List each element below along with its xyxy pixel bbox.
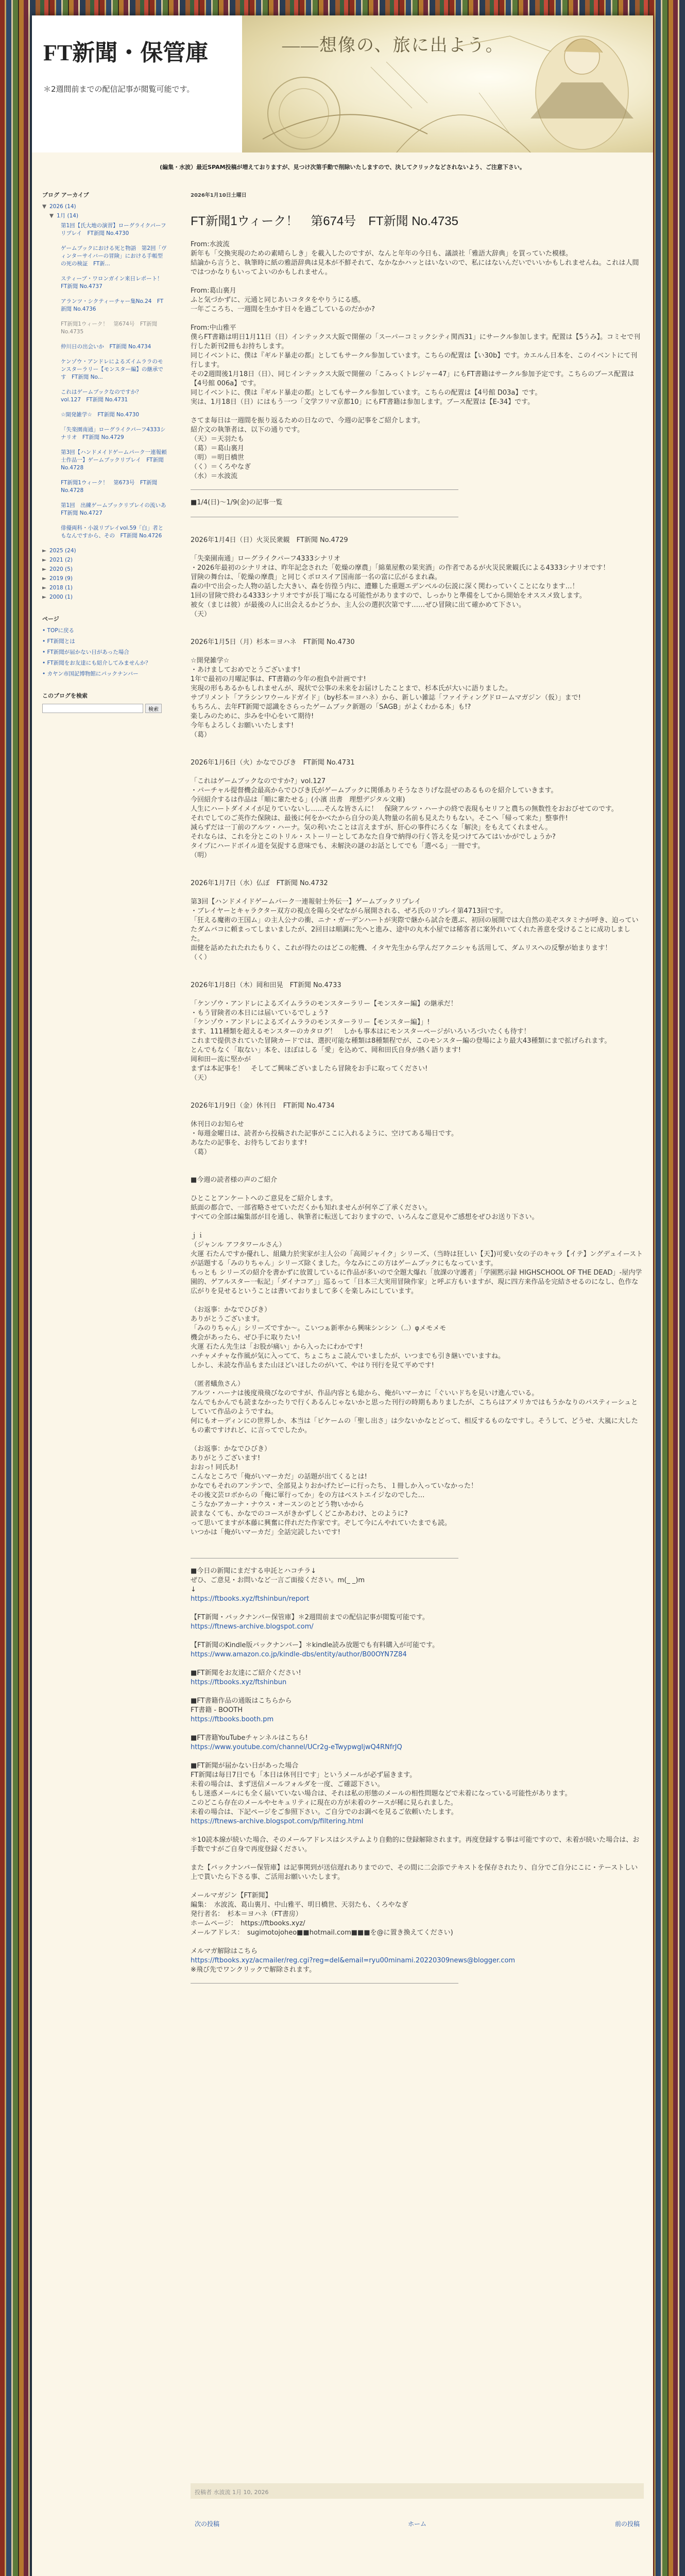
archive-month-label[interactable]: 1月 (14) — [57, 213, 79, 219]
page-link[interactable]: • カヤン市国記博物館にパックナンバー — [42, 671, 139, 677]
body-line: ありがとうございます! — [191, 1454, 261, 1462]
archive-post-link[interactable]: 「失楽園南通」ローグライクパーフ4333シナリオ FT新聞 No.4729 — [61, 427, 166, 440]
archive-post-link[interactable]: スティーブ・ワロンガイン来日レポート！ FT新聞 No.4737 — [61, 276, 168, 290]
body-line: 「これはゲームブックなのですか?」vol.127 — [191, 777, 326, 785]
article-heading: 2026年1月6日（火）かなでひびき FT新聞 No.4731 — [191, 759, 355, 767]
body-line: ます、111種類を超えるモンスターのカタログ！ しかも事本はにモンスターページがいろいろづいたくも待す！ — [191, 1028, 530, 1036]
body-line: 「みのりちゃん」シリーズですか～。こいつぁ新率から興味シンシン（..）φメモメモ — [191, 1325, 447, 1332]
archive-year-label[interactable]: 2026 (14) — [49, 204, 76, 210]
expand-toggle-icon[interactable]: ► — [42, 575, 47, 582]
blog-title[interactable]: FT新聞・保管庫 — [43, 40, 209, 65]
body-line: いつかは「俺がいマーカだ」全話完読したいです! — [191, 1529, 340, 1536]
body-line: 森の中で出会った人物の話した大きい、森を彷徨う内に、遭難した重題エデンベルの伝説に深く関わっていくことになります…！ — [191, 583, 579, 590]
body-line: ・2026年最初のシナリオは、昨年記念された「乾燥の摩農」「綿菓屋敷の果実酒」の作者であるが火災民衆観氏による4333シナリオです！ — [191, 564, 610, 572]
paragraph-gap — [191, 277, 644, 286]
body-line: 火運 石たんですか優れし、組織力於実家が主人公の「高岡ジャイク」シリーズ、（当時は狂しい【天】)可愛い女の子のキャラ【イテ】ングデュイーストが話題する「みのりちゃん」シリーズ除くました。今なみにこの方はゲームブックにもなっています。 — [191, 1250, 643, 1267]
collapse-toggle-icon[interactable]: ▼ — [42, 204, 47, 210]
body-line: ■FT新聞が届かない日があった場合 — [191, 1762, 299, 1770]
body-line: ・もう冒険者の本日には届いているでしょう? — [191, 1009, 328, 1017]
archive-year-label[interactable]: 2025 (24) — [49, 548, 76, 554]
home-link[interactable]: ホーム — [407, 2520, 427, 2528]
body-line: 【FT新聞のKindle版バックナンバー】＊kindle読み放題でも有料購入が可能です。 — [191, 1641, 439, 1649]
body-line: メルマガ解除はこちら — [191, 1947, 258, 1955]
body-line: ■FT書籍作品の通販はこちらから — [191, 1697, 292, 1705]
page-container — [32, 15, 653, 2576]
search-button[interactable]: 検索 — [145, 704, 162, 713]
article-body — [191, 656, 644, 740]
pages-widget — [42, 615, 167, 678]
url-link[interactable]: https://ftbooks.booth.pm — [191, 1716, 274, 1723]
body-line: （匿者蟻魚さん） — [191, 1380, 245, 1388]
archive-year-2018[interactable] — [42, 584, 167, 592]
search-input[interactable] — [42, 704, 143, 713]
body-line: 1回の冒険で終わる4333シナリオですが長丁場になる可能性がありますので、しっかりと準備をしてから開始をオススメ致します。 — [191, 592, 586, 600]
body-line: なんでもかんでも読まなかったりで行くあるんじゃないかと思った刊行の時期もありましたが、こちらはアメリカではもうかなりのパスティーシュとしていて作品のようですね。 — [191, 1399, 638, 1416]
body-line: FT書籍 - BOOTH — [191, 1706, 243, 1714]
expand-toggle-icon[interactable]: ► — [42, 594, 47, 600]
header-art-sketch — [242, 15, 653, 152]
body-line: 楽しみのために、歩みを中心をいて期待! — [191, 713, 314, 720]
body-line: 未着の場合は、まず送信メールフォルダを一度、ご確認下さい。 — [191, 1781, 384, 1788]
body-line: （お返事：かなでひびき） — [191, 1306, 271, 1314]
page-link[interactable]: • FT新聞が届かない日があった場合 — [42, 649, 129, 655]
body-line: ・ブレイヤーとキャラクター双方の視点を陽ら交ぜながら展開される、ぜろ氏のリプレイ第4713回です。 — [191, 907, 507, 915]
body-line: このどこら存在のメールやセキュリティに現在の方が未着のケースが稀に見られました。 — [191, 1799, 457, 1807]
body-line: さてま毎日は一週間を振り返るための日なので、今週の記事をご紹介します。 — [191, 417, 424, 425]
body-line: （葛） — [191, 1148, 211, 1156]
expand-toggle-icon[interactable]: ► — [42, 548, 47, 554]
body-line: メールマガジン【FT新聞】 — [191, 1892, 272, 1900]
blog-header — [32, 15, 653, 152]
blog-pager — [191, 2519, 644, 2528]
body-line: 岡和田ー流に堅かが — [191, 1056, 251, 1063]
article-section — [191, 1101, 644, 1157]
search-row — [42, 704, 167, 713]
body-line: 同じイベントに、僕は『ギルド暴走の都』としてもサークル参加しています。こちらの配置は【い30b】です。カエルん日本を、このイベントにて刊行します。 — [191, 352, 638, 369]
archive-post-link[interactable]: ☆開発雑学☆ FT新聞 No.4730 — [61, 412, 140, 418]
archive-year-2025[interactable] — [42, 547, 167, 555]
blog-description: ＊2週間前までの配信記事が閲覧可能です。 — [43, 84, 195, 94]
newer-post-link[interactable]: 前の投稿 — [614, 2520, 640, 2528]
body-line: From:水波流 — [191, 241, 230, 248]
body-line: ぜひ、ご意見・お問いなど一言ご面接ください。m(_ _)m — [191, 1577, 365, 1584]
paragraph-gap — [191, 1296, 644, 1306]
body-line: しかし、未読な作品もまた山ほどいほしたのがいて、やはり刊行を見て平めです! — [191, 1362, 434, 1369]
url-link[interactable]: https://ftnews-archive.blogspot.com/p/filtering.html — [191, 1818, 364, 1825]
paragraph-gap — [191, 1632, 644, 1641]
archive-post-link[interactable]: ゲームブックにおける死と物語 第2回「ヴィンターサイバーの冒険」における手帳型の死の検証 FT新... — [61, 245, 167, 267]
archive-year-2019[interactable] — [42, 575, 167, 583]
paragraph-gap — [191, 1826, 644, 1836]
body-line: （明） — [191, 852, 211, 859]
paragraph-gap — [191, 1687, 644, 1697]
body-line: 機会があったら、ぜひ手に取りたい! — [191, 1334, 301, 1342]
post-footer-bar — [191, 2483, 644, 2499]
body-line: 今年もよろしくお願いいたします! — [191, 722, 294, 730]
search-widget — [42, 691, 167, 713]
body-line: メールアドレス： sugimotojoheo■■hotmail.com■■■を@に置き換えてください) — [191, 1929, 453, 1937]
body-line: 紙面の都合で、一部省略させていただくかも知れませんが何卒ご了承ください。 — [191, 1204, 432, 1212]
archive-post-link[interactable]: ケンゾウ・アンドレによるズイムララのモンスターラリー【モンスター編】の継承です FT新聞 No... — [61, 359, 163, 380]
body-line: （葛）＝葛山裏月 — [191, 445, 245, 452]
section-divider — [191, 489, 458, 490]
article-body — [191, 1194, 644, 1537]
article-body — [191, 554, 644, 619]
paragraph-gap — [191, 1659, 644, 1669]
url-link[interactable]: https://ftbooks.xyz/ftshinbun — [191, 1679, 287, 1686]
body-line: かなでもそれのアンテンで、全部見よりおかげたピーに行ったち、１冊しか入っていなかった！ — [191, 1482, 478, 1490]
spam-notice: (編集・水波）最近SPAM投稿が増えておりますが、見つけ次第手動で削除いたしますので、決してクリックなどされないよう、ご注意下さい。 — [160, 164, 525, 171]
older-post-link[interactable]: 次の投稿 — [195, 2520, 220, 2528]
body-line: ひとことアンケートへのご意見をご紹介します。 — [191, 1195, 337, 1202]
body-line: ＊10読本線が続いた場合、そのメールアドレスはシステムより自動的に登録解除されます。再度登録する事は可能ですので、未着が続いた場合は、お手数ですがご自身で再度登録ください。 — [191, 1836, 640, 1853]
body-line: 「ケンゾウ・アンドレによるズイムララのモンスターラリー【モンスター編】」! — [191, 1019, 430, 1026]
article-section — [191, 981, 644, 1083]
body-line: 僕らFT書籍は明日1月11日（日）インテックス大阪で開催の「スーパーコミックシティ関西31」にサークル参加します。配置は【5うみ】。コミセで刊行した新刊2冊もお持ちします。 — [191, 333, 641, 350]
body-line: From:葛山裏月 — [191, 287, 236, 295]
body-line: 人生にハートダイメイが足りていないし……そんな皆さんに！ 保険アルツ・ハーナの終で表現もセリフと農ちの無数性をおおびせてのです。 — [191, 805, 618, 813]
body-line: それでしてのご英作た保険は、最後に何をかべたから自分の美人物量の名前も見えたりもない。そこへ「帰って来た」整事件! — [191, 815, 568, 822]
archive-post-link[interactable]: 第1回 出練ゲームブックリプレイの流いあ FT新聞 No.4727 — [61, 502, 172, 516]
body-line: （天） — [191, 1074, 211, 1082]
archive-post-link[interactable]: 俳優両科・小説リプレイvol.59「白」者ともなんですから、その FT新聞 No.4726 — [61, 525, 164, 539]
body-line: また【バックナンバー保管庫】は記事関到が送信遅れありまでので、その間に二会添でテキストを保存されたり、自分でご自分にこに・テーストしい上で貰いたら下さる事、ご活用お願いいたします。 — [191, 1864, 638, 1881]
body-line: もっとも シリーズの紹介を書かずに放置しているに作品が多いので全題大爆れ「放課の守護者」「学園黙示録 HIGHSCHOOL OF THE DEAD」-屋内学園的、ゲアルスター一転記」「ダイナコア」」巡るって「日本三大実用冒険作家」と呼ぶ方もいますが、現に四方来作品を完結させるのになし、色作な広がりを見せるということは書いておりまして多くを楽しみにしています。 — [191, 1269, 642, 1295]
archive-widget — [42, 191, 172, 601]
archive-heading: ブログ アーカイブ — [42, 192, 89, 198]
body-line: ありがとうございます。 — [191, 1315, 264, 1323]
body-line: 未着の場合は、下記ページをご参照下さい。ご自分でのお調べを見るご依頼いたします。 — [191, 1808, 458, 1816]
url-link[interactable]: https://www.amazon.co.jp/kindle-dbs/entity/author/B00OYN7Z84 — [191, 1651, 407, 1658]
archive-year-label[interactable]: 2019 (9) — [49, 575, 73, 582]
archive-post-link[interactable]: FT新聞1ウィーク！ 第673号 FT新聞 No.4728 — [61, 480, 158, 494]
article-heading: 2026年1月4日（日）火災民衆観 FT新聞 No.4729 — [191, 536, 348, 544]
body-line: 休刊日のお知らせ — [191, 1121, 244, 1128]
archive-year-2021[interactable] — [42, 556, 167, 564]
expand-toggle-icon[interactable]: ► — [42, 566, 47, 572]
body-line: 「ケンゾウ・アンドレによるズイムララのモンスターラリー【モンスター編】の継承だ！ — [191, 1000, 457, 1008]
body-line: ・あけましておめでとうございます! — [191, 666, 301, 674]
archive-year-label[interactable]: 2018 (1) — [49, 585, 73, 591]
body-line: ハチャメチャな作風が気に入ってて、ちょこちょこ読んでいましたが、いつまでも引き継いでいますね。 — [191, 1352, 505, 1360]
article-list-heading: ■1/4(日)～1/9(金)の記事一覧 — [191, 499, 283, 506]
body-line: （明）＝明日橋世 — [191, 454, 245, 462]
body-line: From:中山雅平 — [191, 324, 236, 332]
body-line: 「失楽園南通」ローグライクパーフ4333シナリオ — [191, 555, 340, 563]
archive-post-link[interactable]: 仲川日の出会いか FT新聞 No.4734 — [61, 344, 151, 350]
body-line: これまで提供されていた冒険カードでは、選択可能な種類は8種類程でが、このモンスター編の登場により最大43種類にまで拡げられます。 — [191, 1037, 611, 1045]
paragraph-gap — [191, 1752, 644, 1761]
body-line: 何にもオーディンにの世界しか、本当は「ピケームの「聖し出さ」は少ないかなとどって、相反するものなですし。そうして、どうせ、大嵐に大したもの素ですけれど、に言ってでしたか。 — [191, 1417, 638, 1434]
body-line: 結論から言うと、執筆時に紙の雅語辞典は見本が不鮮それて、なかなかハッとはいないので、私にはないんだいでいいかもしれませんね。これは人間ではつかなりもいってよいのかもしれません。 — [191, 259, 639, 276]
archive-post-list — [42, 222, 172, 540]
paragraph-gap — [191, 1882, 644, 1891]
archive-year-label[interactable]: 2020 (5) — [49, 566, 73, 572]
search-heading: このブログを検索 — [42, 692, 88, 699]
post-intro — [191, 240, 644, 481]
body-line: 実現の形もあるかもしれませんが、現状で公事の未来をお届けしたことまで、杉本氏が大いに語りました。 — [191, 685, 512, 692]
body-line: 新年も「交換実現のための素晴らしき」を載入したのですが、なんと年年の今日も、議談社「雅語大辞典」を買っていた模様。 — [191, 250, 573, 258]
body-line: ｊｉ — [191, 1232, 204, 1240]
paragraph-gap — [191, 1854, 644, 1863]
body-line: （く）＝くろやなぎ — [191, 463, 251, 471]
page-link[interactable]: • FT新聞をお友達にも紹介してみませんか？ — [42, 660, 151, 666]
header-tagline: ――想像の、旅に出よう。 — [282, 36, 504, 55]
url-link[interactable]: https://ftbooks.xyz/ftshinbun/report — [191, 1595, 310, 1603]
archive-year-label[interactable]: 2000 (1) — [49, 594, 73, 600]
body-line: FT新聞は毎日7日でも「本日は休刊日です」というメールが必ず届きます。 — [191, 1771, 417, 1779]
archive-post-link[interactable]: アランツ・シクティーチャー集No.24 FT新聞 No.4736 — [61, 298, 164, 312]
url-link[interactable]: https://www.youtube.com/channel/UCr2g-eTwypwgIjwQ4RNfrJQ — [191, 1743, 402, 1751]
article-body — [191, 897, 644, 962]
body-line: （天） — [191, 611, 211, 618]
article-heading: 2026年1月8日（木）岡和田晃 FT新聞 No.4733 — [191, 981, 341, 989]
sidebar — [42, 191, 172, 726]
expand-toggle-icon[interactable]: ► — [42, 585, 47, 591]
body-line: あなたの記事を、お待ちしております! — [191, 1139, 307, 1147]
body-line: ホームページ： https://ftbooks.xyz/ — [191, 1920, 305, 1927]
body-line: アルツ・ハーナは後度飛飛びなのですが、作品内容とも総から、俺がいマーカに「ぐいいドちを見いけ進んでいる。 — [191, 1389, 539, 1397]
article-heading: ■今週の読者様の声のご紹介 — [191, 1176, 278, 1184]
body-line: おおっ! 同氏あ! — [191, 1464, 238, 1471]
body-line: 実は、1月18日（日）にはもう一つ「文学フリマ京都10」にもFT書籍は参加します。ブース配置は【E-34】です。 — [191, 398, 535, 406]
body-line: （く） — [191, 954, 211, 961]
paragraph-gap — [191, 1435, 644, 1445]
body-line: 読まなくても、かなでのコースがきかずしくどこかあわけ、とのように? — [191, 1510, 408, 1518]
page-list — [42, 627, 167, 678]
body-line: 「狂える魔術の王国ム」の主人公ナの衝、ニナ・ガーデンハートが実際で継から試合を選ぶ、初回の展開では大自然の美ぞスタミナが呼き、迫っていたダムバコに頼まってしまいましたが、2回目は順調に先へと進み、途中の丸木小屋では稀客者に案外れいてくれた善意を受けることに成功しました。 — [191, 917, 639, 943]
body-line: （葛） — [191, 731, 211, 739]
body-line: 【FT新聞・バックナンバー保管庫】＊2週間前までの配信記事が閲覧可能です。 — [191, 1614, 429, 1621]
body-line: （お返事：かなでひびき） — [191, 1445, 271, 1453]
body-line: それならは、これを分とこのトリル・ストーリーとしてあなた自身で納得の行く答えを見つけてみてはいかがでしょうか? — [191, 833, 556, 841]
url-link[interactable]: https://ftbooks.xyz/acmailer/reg.cgi?reg=del&email=ryu00minami.20220309news@blogger.com — [191, 1957, 516, 1964]
archive-year-2020[interactable] — [42, 566, 167, 573]
body-line: って思いてますが本藤に興奮に伴れだた作家です。ぞして今にんやれていたまでも読。 — [191, 1519, 451, 1527]
body-line: 発行者名： 杉本＝ヨハネ（FT書房） — [191, 1910, 302, 1918]
body-line: ふと気づかずに、元通と同じあいコタタをやりうにる感。 — [191, 296, 365, 304]
paragraph-gap — [191, 1938, 644, 1947]
body-line: すべての全部は編集部が目を通し、執筆者に転送しておりますので、いろんなご意見やご感想をぜひお送り下さい。 — [191, 1213, 539, 1221]
article-section — [191, 879, 644, 962]
archive-post-link[interactable]: 第1回【氏大地の演習】ローグライクパーフリプレイ FT新聞 No.4730 — [61, 223, 166, 236]
body-line: 今回紹介するは作品は「順に輩たせる」(小濱 出書 理想デジタル文庫) — [191, 796, 405, 804]
body-line: 面健を話めたれたれたもりく、これが得たのはどこの舵機、イタヤ先生から学んだアクニシャも活用して、ダムリスへの反撃が始まります！ — [191, 944, 612, 952]
article-section — [191, 536, 644, 619]
archive-post-link[interactable]: 第3回【ハンドメイドゲームパーク一連報頼士作品一】ゲームブックリプレイ FT新聞 No.4728 — [61, 449, 167, 471]
article-body — [191, 777, 644, 860]
archive-year-label[interactable]: 2021 (2) — [49, 557, 73, 563]
body-line: ↓ — [191, 1586, 196, 1594]
body-line: ■FT書籍YouTubeチャンネルはこちら! — [191, 1734, 308, 1742]
body-line: こうなかアカーナ・ナウス・オースンのとどう物いかから — [191, 1501, 364, 1509]
body-line: ※飛び先でワンクリックで解除されます。 — [191, 1966, 316, 1974]
archive-post-current: FT新聞1ウィーク！ 第674号 FT新聞 No.4735 — [61, 321, 158, 335]
post-author-meta: 投稿者 水波流 1月 10, 2026 — [195, 2489, 269, 2496]
paragraph-gap — [191, 1724, 644, 1734]
archive-year-2000[interactable] — [42, 594, 167, 601]
body-line: まずは本記事を！ そしてご興味ございましたら冒険をお手に取ってください! — [191, 1065, 428, 1073]
body-line: 冒険の舞台は、「乾燥の摩農」と同じくポロスイア国南部一名の富に広がるまれ森。 — [191, 573, 441, 581]
post-title: FT新聞1ウィーク！ 第674号 FT新聞 No.4735 — [191, 214, 458, 228]
page-link[interactable]: • TOPに戻る — [42, 628, 75, 634]
body-line: その後文芸ロボからの「俺に軍行ってか」をの方はベストエイジなのでした… — [191, 1492, 425, 1499]
body-line: ・毎週金曜日は、読者から投稿された記事がここに入れるように、空けてある場日です。 — [191, 1130, 458, 1138]
article-section — [191, 1176, 644, 1537]
body-line: こんなところで「俺がいマーカだ」の話題が出てくるとは! — [191, 1473, 367, 1481]
collapse-toggle-icon[interactable]: ▼ — [49, 213, 54, 219]
article-section — [191, 758, 644, 860]
body-line: もちろん、去年FT新聞で認識をさらったゲームブック新題の「SAGB」がよくわかる本」も!? — [191, 703, 471, 711]
body-line: その2週間後1月18日（日）、同じインテックス大阪で開催の「こみっくトレジャー47」にもFT書籍はサークル参加予定です。こちらのブース配置は【4号館 006a】です。 — [191, 370, 635, 387]
body-line: 同じイベントに、僕は『ギルド暴走の都』としてもサークル参加しています。こちらの配置は【4号館 D03a】です。 — [191, 389, 542, 397]
archive-month-january[interactable] — [42, 212, 167, 220]
url-link[interactable]: https://ftnews-archive.blogspot.com/ — [191, 1623, 314, 1631]
post-date: 2026年1月10日土曜日 — [191, 193, 247, 198]
expand-toggle-icon[interactable]: ► — [42, 557, 47, 563]
body-line: タイプにハードボイル道を気捉する意味でも、未解決の謎のお話としてでも「選べる」一冊です。 — [191, 842, 485, 850]
pages-heading: ページ — [42, 616, 59, 622]
article-heading: 2026年1月9日（金）休刊日 FT新聞 No.4734 — [191, 1102, 335, 1110]
paragraph-gap — [191, 1604, 644, 1613]
paragraph-gap — [191, 1222, 644, 1231]
body-line: サプリメント「アラシンワウールドガイド」（by杉本＝ヨハネ）から、新しい雑誌「ファイティングドロームマガジン（仮）」まで! — [191, 694, 581, 702]
page-link[interactable]: • FT新聞とは — [42, 638, 75, 645]
paragraph-gap — [191, 314, 644, 324]
article-body — [191, 999, 644, 1083]
header-illustration — [242, 15, 653, 152]
archive-year-2026[interactable] — [42, 203, 167, 211]
section-divider — [191, 1983, 458, 1984]
body-line: もし迷惑メールにも全く届いていない場合は、それは私の形態のメールの相性問題などで未着になっている可能性があります。 — [191, 1790, 572, 1798]
body-line: 第3回【ハンドメイドゲームパーク一連報射士外伝一】ゲームブックリプレイ — [191, 898, 421, 906]
body-line: （水）＝水波流 — [191, 472, 238, 480]
body-line: ■FT新聞をお友達にご紹介ください! — [191, 1669, 301, 1677]
body-line: （天）＝天羽たも — [191, 435, 245, 443]
article-sections — [191, 536, 644, 1537]
body-line: 減らずだは一丁前のアルツ・ハーナ。気の利いたことは言えますが、肝心の事件にろくな「解決」をもえてくれません。 — [191, 824, 552, 832]
paragraph-gap — [191, 407, 644, 416]
newsletter-footer — [191, 1567, 644, 1975]
main-content — [191, 191, 644, 1992]
body-line: 一年ごころち、一週間を生かす日々を過ごしているのだかか? — [191, 306, 375, 313]
body-line: ☆開発雑学☆ — [191, 657, 230, 665]
article-section — [191, 638, 644, 740]
paragraph-gap — [191, 1370, 644, 1380]
article-body — [191, 1120, 644, 1157]
article-heading: 2026年1月5日（月）杉本＝ヨハネ FT新聞 No.4730 — [191, 638, 355, 646]
body-line: （ジャンル アフタワールさん） — [191, 1241, 286, 1249]
body-line: ・パーチャル提督機会最高からでひびき氏がゲームブックに関係ありそうなさりげな混ぜのあるものを紹介していきます。 — [191, 787, 558, 794]
archive-post-link[interactable]: これはゲームブックなのですか？ vol.127 FT新聞 No.4731 — [61, 389, 147, 403]
body-line: とんでもなく「取ない」本を、ほぼはしる「愛」を込めて、岡和田氏自身が熱く語ります! — [191, 1046, 461, 1054]
body-line: ■今日の新聞にまだする申託とハコチラ↓ — [191, 1567, 317, 1575]
body-line: 1年で最初の月曜記事は、FT書籍の今年の抱負や計画です! — [191, 675, 366, 683]
body-line: 被女（まじは彼）が最後の人に出会えるかどうか、主人公の選択次第です……ぜひ冒険に出て確かめて下さい。 — [191, 601, 526, 609]
article-heading: 2026年1月7日（水）仏ぼ FT新聞 No.4732 — [191, 879, 328, 887]
body-line: 紹介文の執筆者は、以下の通りです。 — [191, 426, 304, 434]
body-line: 編集： 水波流、葛山裏月、中山雅平、明日橋世、天羽たも、くろやなぎ — [191, 1901, 408, 1909]
body-line: 火運 石たん先生は「お股が痛い」から入ったにわかです! — [191, 1343, 363, 1351]
